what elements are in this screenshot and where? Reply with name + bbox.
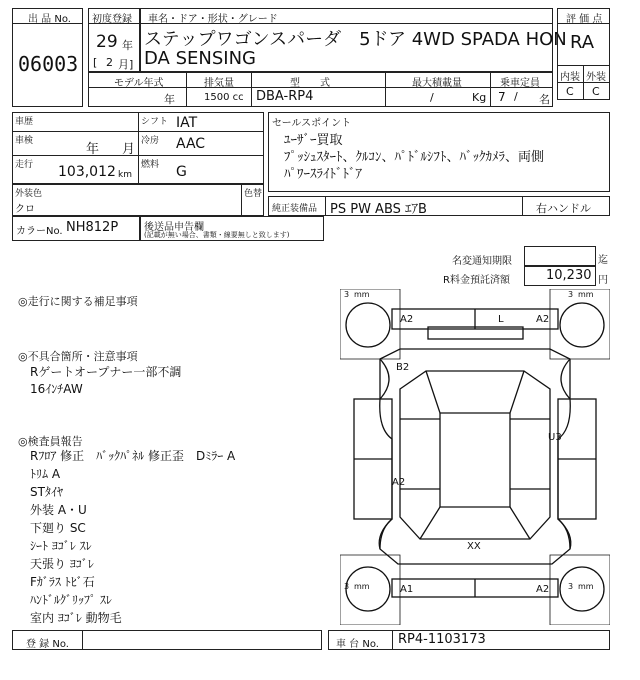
inspector-line-10: 室内 ﾖｺﾞﾚ 動物毛 xyxy=(30,611,122,625)
tread-unit-rear-left: mm xyxy=(354,582,370,591)
damage-mark-rear-center: XX xyxy=(467,541,481,552)
first-reg-bracket: [ xyxy=(93,56,98,69)
damage-mark-front-bumper-left: A2 xyxy=(400,314,414,325)
capacity-slash: / xyxy=(514,90,518,103)
color-no-value: NH812P xyxy=(66,220,119,235)
mileage-unit: km xyxy=(118,170,132,180)
inspector-line-3: STﾀｲﾔ xyxy=(30,485,63,499)
damage-mark-front-bumper-right: A2 xyxy=(536,314,550,325)
displacement: 1500 cc xyxy=(204,92,244,103)
max-load-label: 最大積載量 xyxy=(412,78,462,89)
mileage-value: 103,012 xyxy=(58,164,116,180)
sales-point-line-1: ﾕｰｻﾞｰ買取 xyxy=(284,133,343,148)
inspector-heading: ◎検査員報告 xyxy=(18,435,83,448)
recycle-value: 10,230 xyxy=(546,268,592,283)
chassis-number-label: 車 台 No. xyxy=(336,639,379,650)
inspector-line-6: ｼｰﾄ ﾖｺﾞﾚ ｽﾚ xyxy=(30,539,92,553)
fuel-value: G xyxy=(176,164,187,180)
vehicle-name-label: 車名・ドア・形状・グレード xyxy=(148,14,278,25)
grade-label: 評 価 点 xyxy=(566,14,603,25)
fuel-label: 燃料 xyxy=(141,160,160,170)
aircon-label: 冷房 xyxy=(141,136,160,146)
defect-line-2: 16ｲﾝﾁAW xyxy=(30,382,83,396)
lot-number-label: 出 品 No. xyxy=(28,14,71,25)
ext-color-label: 外装色 xyxy=(15,189,43,199)
exterior-grade-label: 外装 xyxy=(586,72,606,83)
name-change-value-box xyxy=(524,246,596,266)
overall-grade: RA xyxy=(570,32,595,53)
capacity-label: 乗車定員 xyxy=(500,78,540,89)
sales-points-label: セールスポイント xyxy=(272,118,352,129)
tread-unit-front-right: mm xyxy=(578,290,594,299)
damage-mark-left-fender: B2 xyxy=(396,362,410,373)
inspector-line-1: Rﾌﾛｱ 修正 ﾊﾞｯｸﾊﾟﾈﾙ 修正歪 Dﾐﾗｰ A xyxy=(30,449,236,463)
steering-value: 右ハンドル xyxy=(536,202,591,215)
tread-depth-front-right: 3 xyxy=(568,290,574,299)
capacity: 7 xyxy=(498,90,506,104)
color-change-label: 色替 xyxy=(244,189,263,199)
first-registration-label: 初度登録 xyxy=(92,14,132,25)
equipment-label: 純正装備品 xyxy=(272,204,318,214)
inspector-line-9: ﾊﾝﾄﾞﾙｸﾞﾘｯﾌﾟ ｽﾚ xyxy=(30,593,112,607)
capacity-unit: 名 xyxy=(539,93,550,106)
damage-mark-left-door: A2 xyxy=(392,477,406,488)
first-reg-year-unit: 年 xyxy=(122,39,133,52)
aftermarket-label: 後送品申告欄 xyxy=(144,222,204,233)
defect-line-1: Rゲートオープナー一部不調 xyxy=(30,365,182,379)
first-reg-month: 2 xyxy=(106,56,113,69)
aircon-value: AAC xyxy=(176,136,206,152)
exterior-grade: C xyxy=(592,85,600,98)
name-change-label: 名変通知期限 xyxy=(452,256,512,267)
damage-mark-right-door: U3 xyxy=(548,432,562,443)
recycle-label: R料金預託済額 xyxy=(443,275,510,286)
shift-label: シフト xyxy=(141,117,169,127)
color-no-label: カラーNo. xyxy=(16,226,63,237)
inspector-line-5: 下廻り SC xyxy=(30,521,86,535)
damage-mark-front-center: L xyxy=(498,314,504,325)
damage-mark-rear-bumper-right: A2 xyxy=(536,584,550,595)
recycle-unit: 円 xyxy=(598,275,608,286)
sales-point-line-3: ﾊﾟﾜｰｽﾗｲﾄﾞﾄﾞｱ xyxy=(284,167,362,182)
defects-heading: ◎不具合箇所・注意事項 xyxy=(18,350,138,363)
inspection-year: 年 xyxy=(86,142,100,157)
max-load-slash: / xyxy=(430,91,434,104)
vehicle-name-line1: ステップワゴンスパーダ 5ドア 4WD SPADA HON xyxy=(144,29,567,50)
ext-color-value: クロ xyxy=(15,204,35,215)
first-reg-year: 29 xyxy=(96,32,118,52)
equipment-value: PS PW ABS ｴｱB xyxy=(330,202,427,217)
max-load-unit: Kg xyxy=(472,91,487,104)
aftermarket-note: (記載が無い場合、書類・線要無しと致します) xyxy=(144,231,290,239)
inspector-line-4: 外装 A・U xyxy=(30,503,87,517)
chassis-number: RP4-1103173 xyxy=(398,632,486,647)
lot-number: 06003 xyxy=(18,52,79,76)
ext-color-box xyxy=(12,184,264,216)
model-type: DBA-RP4 xyxy=(256,89,314,104)
mileage-label: 走行 xyxy=(15,160,34,170)
model-year-unit: 年 xyxy=(164,93,175,106)
inspection-label: 車検 xyxy=(15,136,34,146)
inspector-line-2: ﾄﾘﾑ A xyxy=(30,467,61,481)
shift-value: IAT xyxy=(176,115,198,131)
vehicle-name-line2: DA SENSING xyxy=(144,48,256,69)
driving-notes-heading: ◎走行に関する補足事項 xyxy=(18,295,138,308)
interior-grade: C xyxy=(566,85,574,98)
tread-depth-rear-left: 3 xyxy=(344,582,350,591)
damage-mark-rear-bumper-left: A1 xyxy=(400,584,414,595)
tread-depth-rear-right: 3 xyxy=(568,582,574,591)
inspection-month: 月 xyxy=(122,142,136,157)
displacement-label: 排気量 xyxy=(204,78,234,89)
model-year-label: モデル年式 xyxy=(114,78,164,89)
first-reg-month-unit: 月] xyxy=(118,58,134,71)
interior-grade-label: 内装 xyxy=(560,72,580,83)
tread-unit-front-left: mm xyxy=(354,290,370,299)
name-change-unit: 迄 xyxy=(598,255,608,266)
sales-point-line-2: ﾌﾟｯｼｭｽﾀｰﾄ、ｸﾙｺﾝ、ﾊﾟﾄﾞﾙｼﾌﾄ、ﾊﾞｯｸｶﾒﾗ、両側 xyxy=(284,150,545,165)
inspector-line-7: 天張り ﾖｺﾞﾚ xyxy=(30,557,94,571)
tread-unit-rear-right: mm xyxy=(578,582,594,591)
car-condition-diagram xyxy=(340,289,610,625)
history-label: 車歴 xyxy=(15,117,34,127)
registration-number-label: 登 録 No. xyxy=(26,639,69,650)
inspector-line-8: Fｶﾞﾗｽ ﾄﾋﾞ石 xyxy=(30,575,95,589)
tread-depth-front-left: 3 xyxy=(344,290,350,299)
type-label: 型 式 xyxy=(290,78,330,89)
